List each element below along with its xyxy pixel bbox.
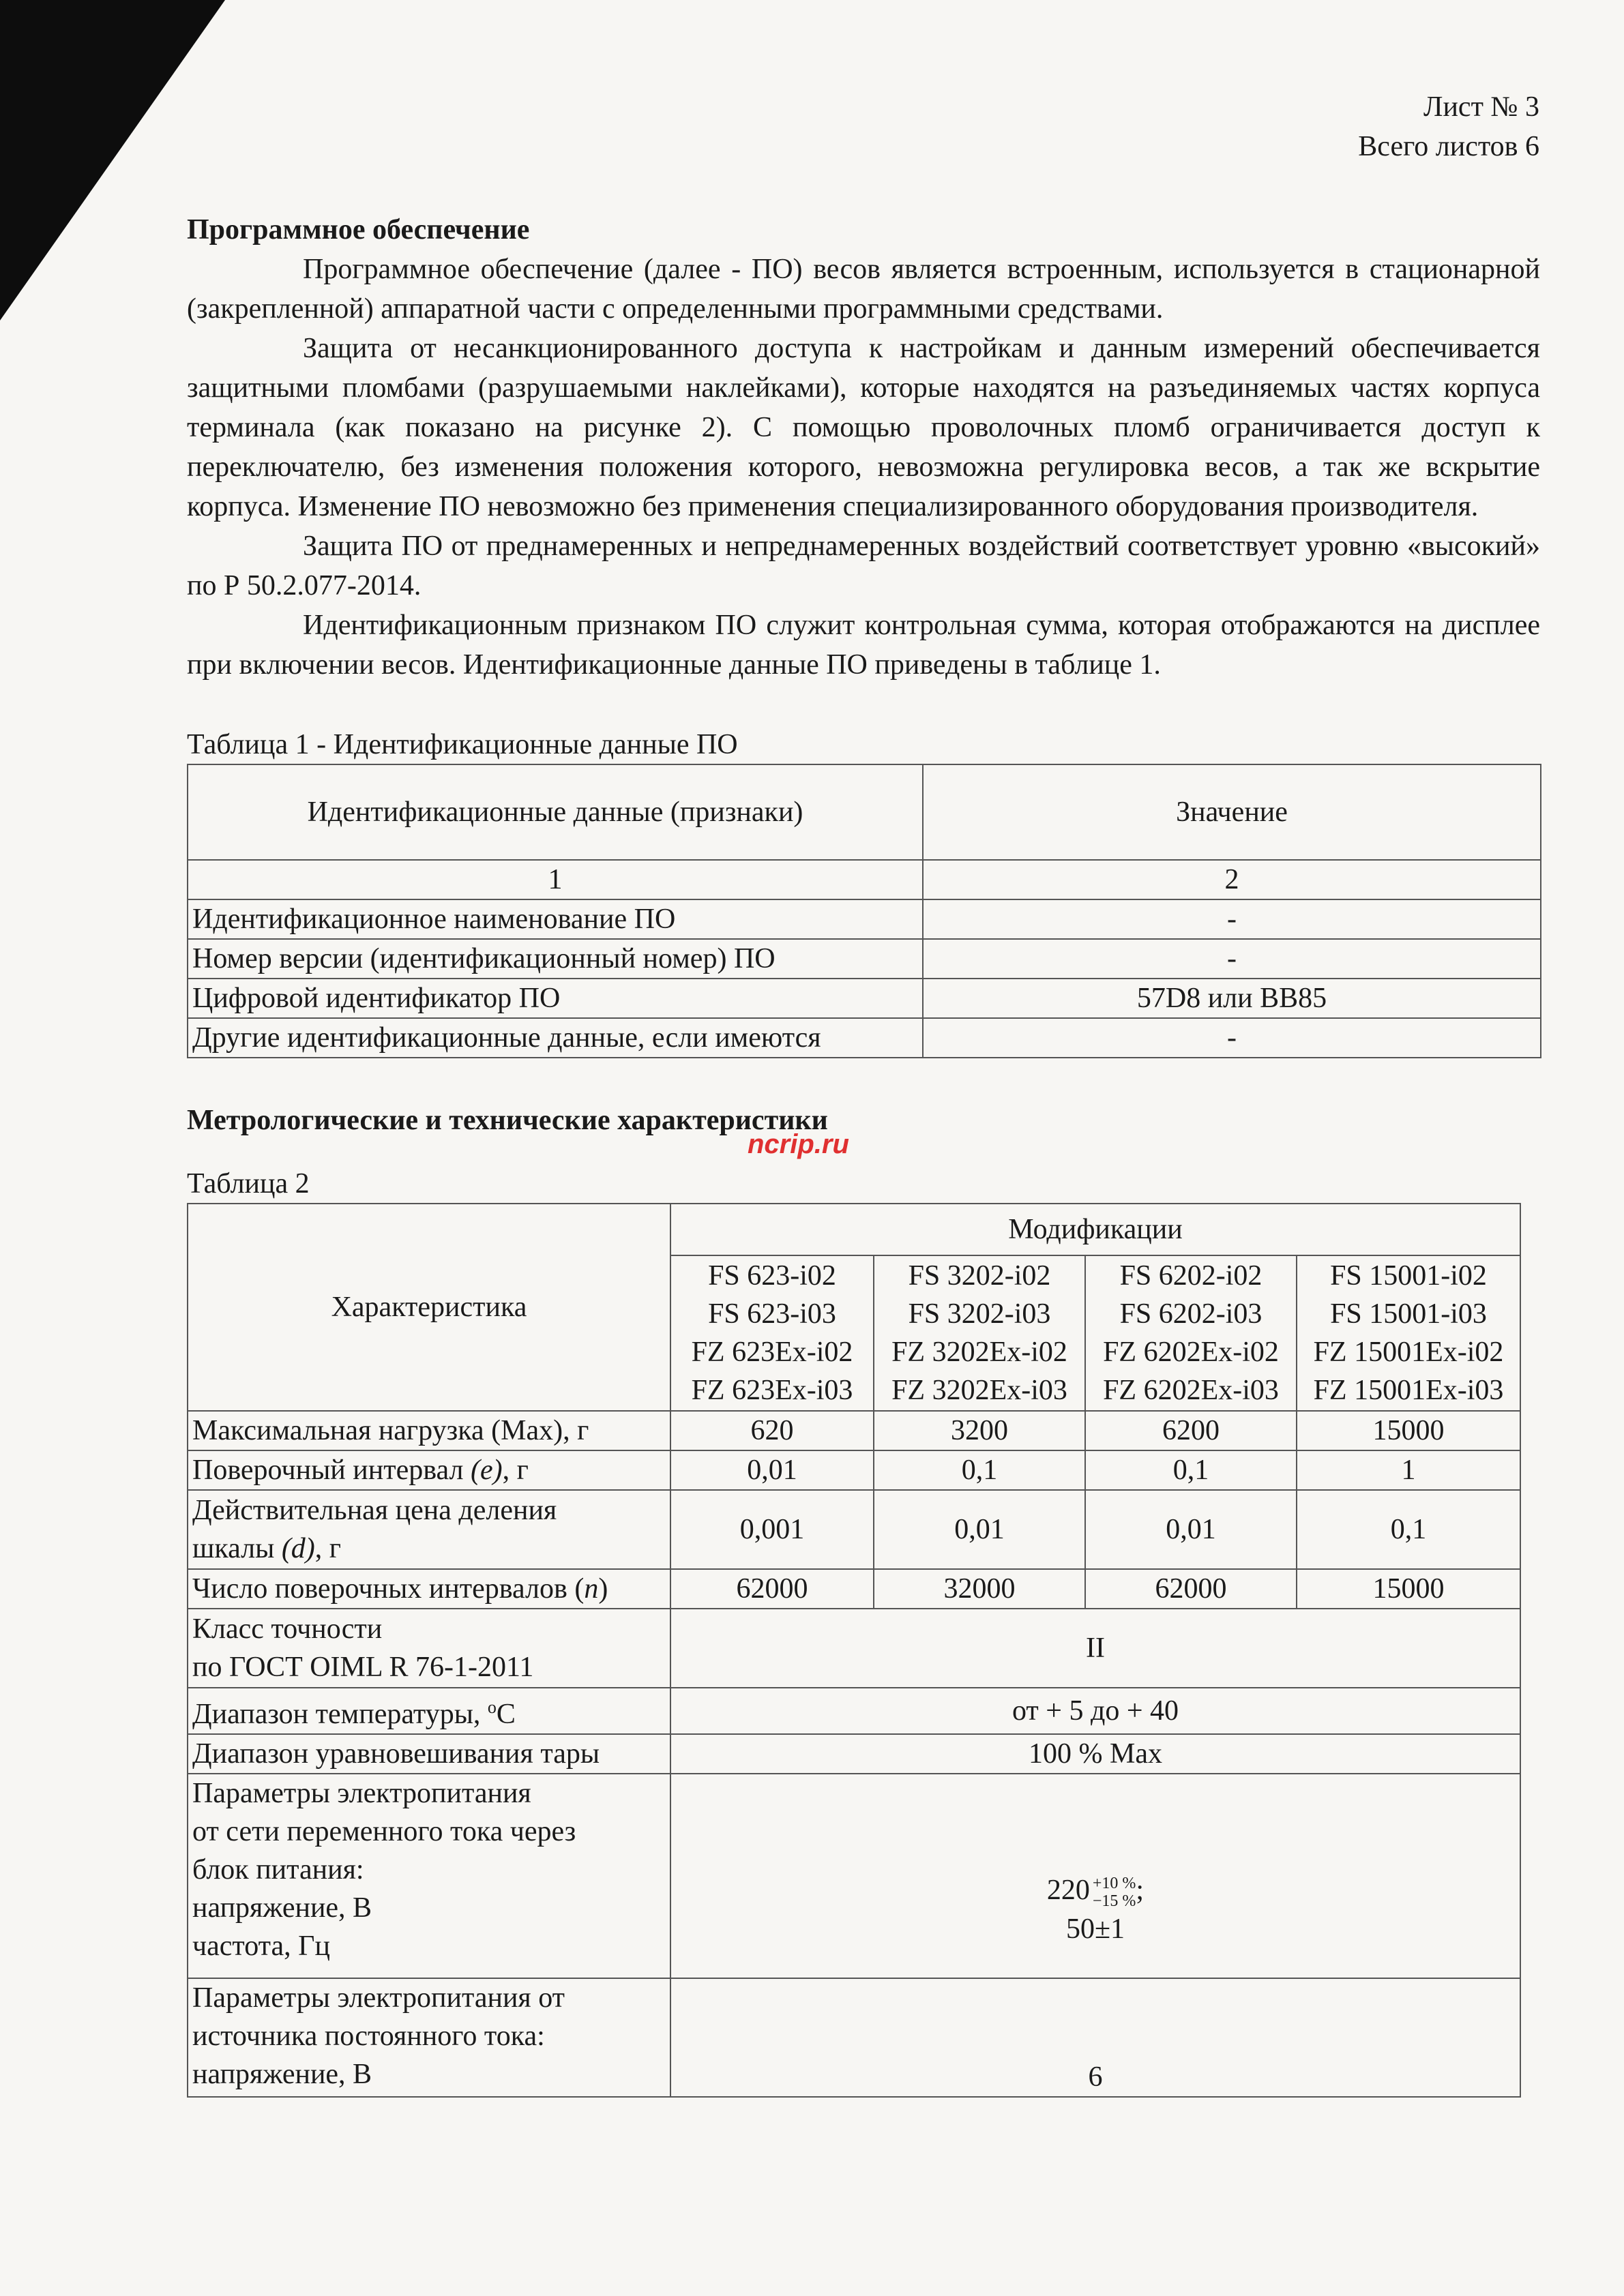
division-value: 0,001	[670, 1490, 874, 1569]
ac-power-value	[670, 1774, 1520, 1978]
software-paragraph-1: Программное обеспечение (далее - ПО) весов является встроенным, используется в стационарной (закрепленной) аппаратной части с определенными программными средствами.	[187, 254, 1540, 325]
software-heading: Программное обеспечение	[187, 214, 530, 245]
table2-model-column	[1085, 1255, 1297, 1411]
accuracy-class-label	[188, 1609, 670, 1688]
tolerance-plus: +10 %	[1092, 1875, 1136, 1893]
label-variable: n	[584, 1573, 599, 1605]
label-text: по ГОСТ OIML R 76-1-2011	[192, 1652, 534, 1683]
document-body	[187, 210, 1540, 2098]
model-name: FZ 3202Ex-i03	[891, 1375, 1067, 1406]
table1-row-value: 57D8 или BB85	[923, 979, 1541, 1018]
table2-header-modifications: Модификации	[670, 1204, 1520, 1255]
model-name: FZ 6202Ex-i02	[1103, 1337, 1279, 1368]
model-name: FS 15001-i03	[1330, 1298, 1487, 1330]
model-name: FZ 15001Ex-i03	[1313, 1375, 1504, 1406]
model-name: FS 6202-i03	[1119, 1298, 1263, 1330]
table2-model-column	[670, 1255, 874, 1411]
sheet-info	[1358, 87, 1539, 166]
label-text: C	[496, 1699, 516, 1730]
table2-model-column	[1297, 1255, 1520, 1411]
num-intervals-value: 62000	[670, 1569, 874, 1609]
separator: ;	[1136, 1875, 1145, 1906]
watermark: ncrip.ru	[748, 1129, 849, 1159]
label-text: )	[598, 1573, 608, 1605]
table1-row-label: Другие идентификационные данные, если имеются	[188, 1018, 923, 1058]
max-load-value: 6200	[1085, 1411, 1297, 1450]
temperature-label	[188, 1688, 670, 1734]
num-intervals-value: 15000	[1297, 1569, 1520, 1609]
table2	[187, 1203, 1521, 2098]
ac-voltage-value: 220	[1046, 1875, 1090, 1906]
table1-caption: Таблица 1 - Идентификационные данные ПО	[187, 729, 738, 760]
model-name: FS 3202-i02	[908, 1260, 1051, 1292]
label-text: источника постоянного тока:	[192, 2021, 545, 2052]
max-load-value: 620	[670, 1411, 874, 1450]
table1-row-label: Номер версии (идентификационный номер) ПО	[188, 939, 923, 979]
software-paragraph-3: Защита ПО от преднамеренных и непреднамеренных воздействий соответствует уровню «высокий» по Р 50.2.077-2014.	[187, 531, 1540, 601]
dc-power-label	[188, 1978, 670, 2097]
label-text: Диапазон температуры,	[192, 1699, 488, 1730]
table2-header-characteristic: Характеристика	[188, 1204, 670, 1411]
verification-interval-value: 0,01	[670, 1450, 874, 1490]
model-name: FS 3202-i03	[908, 1298, 1051, 1330]
model-name: FS 623-i03	[708, 1298, 836, 1330]
label-text: , г	[314, 1533, 342, 1564]
label-text: Параметры электропитания	[192, 1778, 531, 1809]
software-paragraph-2: Защита от несанкционированного доступа к настройкам и данным измерений обеспечивается защитными пломбами (разрушаемыми наклейками), которые находятся на разъединяемых частях корпуса терминала (как показано на рисунке 2). С помощью проволочных пломб ограничивается доступ к переключателю, без изменения положения которого, невозможна регулировка весов, а так же вскрытие корпуса. Изменение ПО невозможно без применения специализированного оборудования производителя.	[187, 333, 1540, 522]
model-name: FZ 623Ex-i03	[691, 1375, 853, 1406]
label-text: шкалы	[192, 1533, 282, 1564]
sheet-number: Лист № 3	[1423, 91, 1539, 123]
table2-model-column	[874, 1255, 1085, 1411]
ac-power-label	[188, 1774, 670, 1978]
accuracy-class-value: II	[670, 1609, 1520, 1688]
table1-header-param: Идентификационные данные (признаки)	[188, 764, 923, 860]
model-name: FS 15001-i02	[1330, 1260, 1487, 1292]
division-label	[188, 1490, 670, 1569]
label-text: напряжение, В	[192, 2059, 372, 2090]
label-text: Параметры электропитания от	[192, 1982, 565, 2014]
label-text: напряжение, В	[192, 1892, 372, 1924]
table1	[187, 764, 1541, 1058]
table1-row-label: Идентификационное наименование ПО	[188, 899, 923, 939]
label-text: от сети переменного тока через	[192, 1816, 576, 1847]
label-text: Класс точности	[192, 1613, 383, 1645]
model-name: FZ 623Ex-i02	[691, 1337, 853, 1368]
table1-col-number: 1	[188, 860, 923, 899]
table1-row-value: -	[923, 939, 1541, 979]
model-name: FZ 15001Ex-i02	[1313, 1337, 1504, 1368]
verification-interval-value: 0,1	[1085, 1450, 1297, 1490]
specs-heading: Метрологические и технические характеристики	[187, 1105, 828, 1136]
model-name: FZ 3202Ex-i02	[891, 1337, 1067, 1368]
label-variable: (d)	[281, 1533, 315, 1564]
voltage-tolerance	[1093, 1875, 1136, 1910]
label-variable: (е)	[470, 1455, 503, 1486]
max-load-value: 15000	[1297, 1411, 1520, 1450]
division-value: 0,1	[1297, 1490, 1520, 1569]
division-value: 0,01	[874, 1490, 1085, 1569]
label-text: Поверочный интервал	[192, 1455, 471, 1486]
num-intervals-label	[188, 1569, 670, 1609]
table1-row-value: -	[923, 899, 1541, 939]
division-value: 0,01	[1085, 1490, 1297, 1569]
table1-row-label: Цифровой идентификатор ПО	[188, 979, 923, 1018]
software-paragraph-4: Идентификационным признаком ПО служит контрольная сумма, которая отображаются на дисплее при включении весов. Идентификационные данные ПО приведены в таблице 1.	[187, 610, 1540, 681]
num-intervals-value: 62000	[1085, 1569, 1297, 1609]
tolerance-minus: −15 %	[1092, 1892, 1136, 1911]
model-name: FZ 6202Ex-i03	[1103, 1375, 1279, 1406]
table1-header-value: Значение	[923, 764, 1541, 860]
max-load-value: 3200	[874, 1411, 1085, 1450]
verification-interval-label	[188, 1450, 670, 1490]
label-text: Действительная цена деления	[192, 1495, 557, 1526]
label-text: Число поверочных интервалов (	[192, 1573, 585, 1605]
max-load-label: Максимальная нагрузка (Max), г	[188, 1411, 670, 1450]
dc-power-value: 6	[670, 1978, 1520, 2097]
ac-frequency-value: 50±1	[1065, 1913, 1125, 1945]
model-name: FS 623-i02	[708, 1260, 836, 1292]
model-name: FS 6202-i02	[1119, 1260, 1263, 1292]
verification-interval-value: 0,1	[874, 1450, 1085, 1490]
label-text: , г	[502, 1455, 529, 1486]
sheet-total: Всего листов 6	[1358, 131, 1539, 162]
degree-sign: o	[487, 1697, 497, 1717]
tare-label: Диапазон уравновешивания тары	[188, 1734, 670, 1774]
label-text: частота, Гц	[192, 1930, 330, 1962]
table2-caption: Таблица 2	[187, 1168, 310, 1199]
table1-col-number: 2	[923, 860, 1541, 899]
table1-row-value: -	[923, 1018, 1541, 1058]
verification-interval-value: 1	[1297, 1450, 1520, 1490]
temperature-value: от + 5 до + 40	[670, 1688, 1520, 1734]
num-intervals-value: 32000	[874, 1569, 1085, 1609]
label-text: блок питания:	[192, 1854, 364, 1885]
tare-value: 100 % Max	[670, 1734, 1520, 1774]
